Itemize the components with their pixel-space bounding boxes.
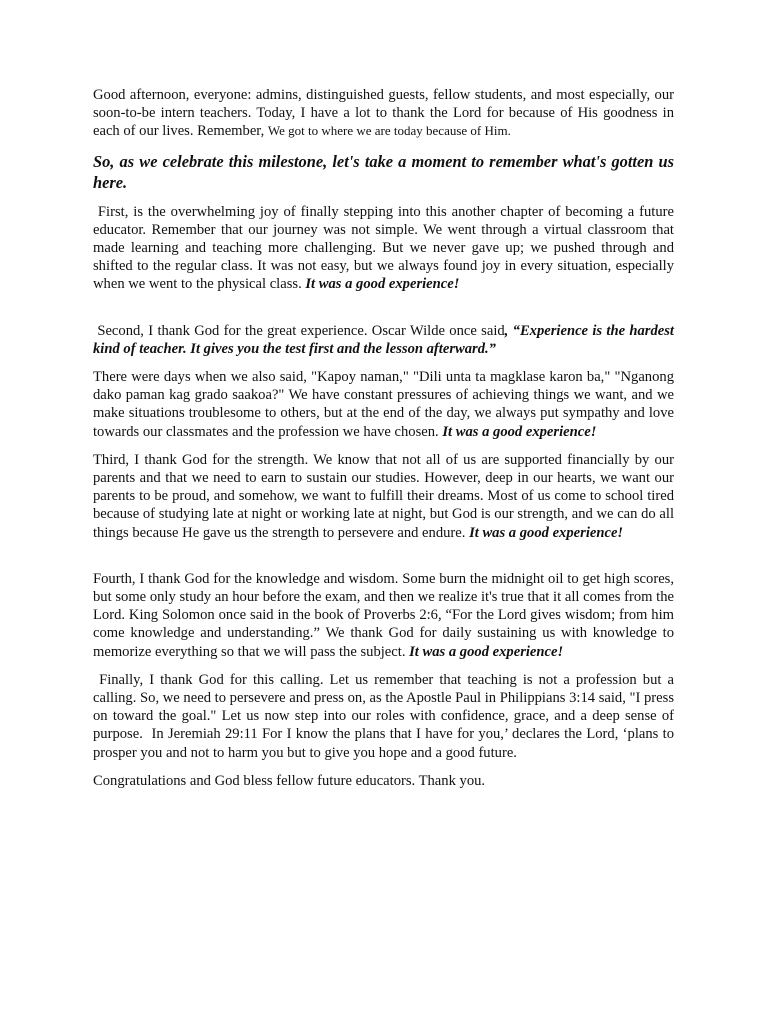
- paragraph-first: [93, 203, 674, 294]
- paragraph-finally: [93, 671, 674, 762]
- paragraph-fourth-emphasis: It was a good experience!: [409, 643, 564, 660]
- paragraph-third-emphasis: It was a good experience!: [469, 524, 624, 541]
- paragraph-pressures-emphasis: It was a good experience!: [442, 423, 597, 440]
- paragraph-finally-text: Finally, I thank God for this calling. Let us remember that teaching is not a profession but a calling. So, we need to persevere and press on, as the Apostle Paul in Philippians 3:14 said, "I press on toward the goal." Let us now step into our roles with confidence, grace, and a deep sense of purpose. In Jeremiah 29:11 For I know the plans that I have for you,’ declares the Lord, ‘plans to prosper you and not to harm you but to give you hope and a good future.: [93, 671, 674, 761]
- paragraph-greeting-text: Good afternoon, everyone: admins, distinguished guests, fellow students, and most especially, our soon-to-be intern teachers. Today, I have a lot to thank the Lord for because of His goodness in each of our lives. Remember,: [93, 87, 674, 140]
- paragraph-fourth-text: Fourth, I thank God for the knowledge and wisdom. Some burn the midnight oil to get high scores, but some only study an hour before the exam, and then we realize it's true that it all comes from the Lord. King Solomon once said in the book of Proverbs 2:6, “For the Lord gives wisdom; from him come knowledge and understanding.” We thank God for daily sustaining us with knowledge to memorize everything so that we will pass the subject.: [93, 570, 674, 660]
- paragraph-second-quote: , “Experience is the hardest kind of teacher. It gives you the test first and the lesson afterward.”: [93, 322, 674, 357]
- paragraph-closing-text: Congratulations and God bless fellow future educators. Thank you.: [93, 772, 486, 789]
- milestone-heading: So, as we celebrate this milestone, let's take a moment to remember what's gotten us here.: [93, 151, 674, 192]
- paragraph-pressures-text: There were days when we also said, "Kapoy naman," "Dili unta ta magklase karon ba," "Nganong dako paman kag grado saakoa?" We have constant pressures of achieving things we want, and we make situations troublesome to others, but at the end of the day, we always put sympathy and love towards our classmates and the profession we have chosen.: [93, 369, 674, 440]
- paragraph-closing: [93, 772, 674, 790]
- paragraph-third: [93, 451, 674, 542]
- speech-body: [93, 86, 674, 790]
- paragraph-second: [93, 322, 674, 358]
- paragraph-greeting-small-text: We got to where we are today because of Him.: [267, 123, 511, 139]
- paragraph-fourth: [93, 570, 674, 661]
- paragraph-pressures: [93, 368, 674, 441]
- paragraph-second-text: Second, I thank God for the great experience. Oscar Wilde once said: [93, 322, 505, 339]
- paragraph-third-text: Third, I thank God for the strength. We know that not all of us are supported financially by our parents and that we need to earn to sustain our studies. However, deep in our hearts, we want our parents to be proud, and somehow, we want to fulfill their dreams. Most of us come to school tired because of studying late at night or working late at night, but God is our strength, and we can do all things because He gave us the strength to persevere and endure.: [93, 451, 674, 541]
- paragraph-first-text: First, is the overwhelming joy of finally stepping into this another chapter of becoming a future educator. Remember that our journey was not simple. We went through a virtual classroom that made learning and teaching more challenging. But we never gave up; we pushed through and shifted to the regular class. It was not easy, but we always found joy in every situation, especially when we went to the physical class.: [93, 203, 674, 293]
- paragraph-first-emphasis: It was a good experience!: [305, 276, 460, 293]
- paragraph-greeting: [93, 86, 674, 141]
